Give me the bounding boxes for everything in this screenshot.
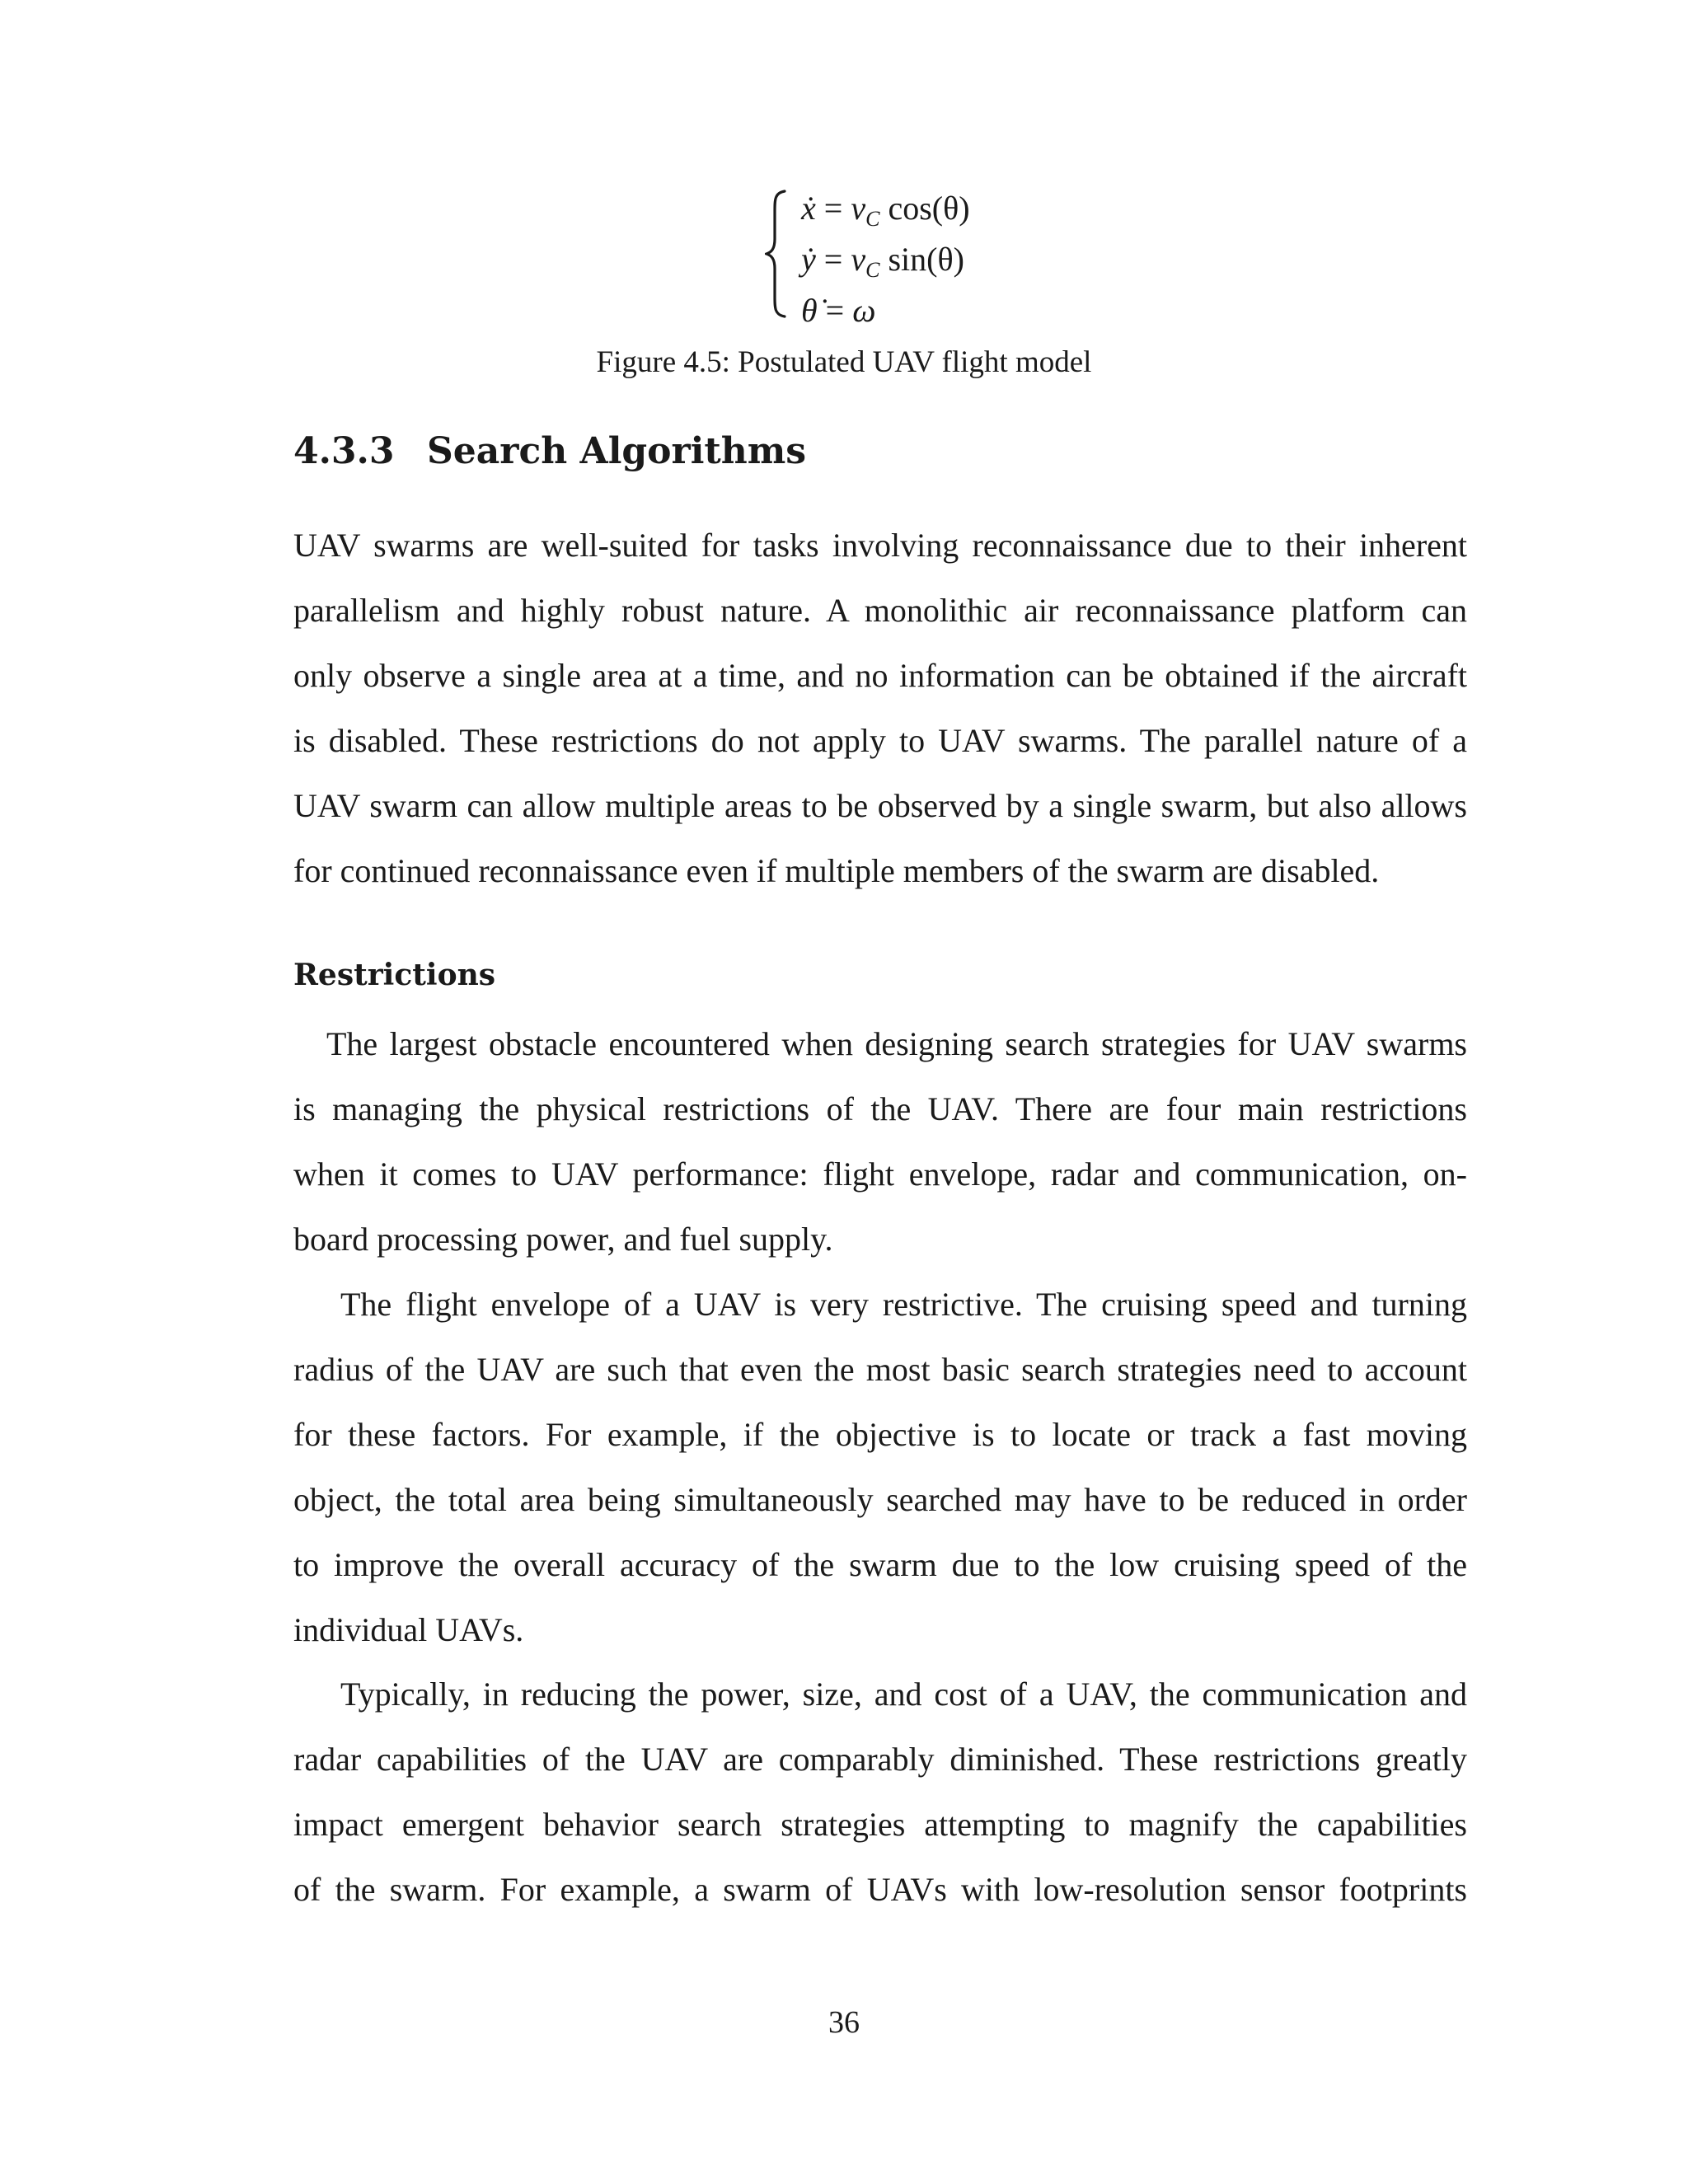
text-line: Typically, in reducing the power, size, and cost of a UAV, the communication and: [340, 1675, 1467, 1713]
text-line: impact emergent behavior search strategies attempting to magnify the capabilities: [293, 1806, 1467, 1843]
equation-rhs-sub: C: [865, 207, 880, 231]
equation-rhs-sub: C: [865, 258, 880, 282]
text-line: is managing the physical restrictions of the UAV. There are four main restrictions: [293, 1090, 1467, 1127]
equals-sign: =: [823, 241, 843, 278]
equation-lhs: θ̇: [801, 292, 818, 329]
text-line: individual UAVs.: [293, 1611, 524, 1648]
subheading-restrictions: Restrictions: [293, 958, 496, 992]
text-line: object, the total area being simultaneously searched may have to be reduced in order: [293, 1481, 1467, 1518]
equation-lhs: ẋ: [801, 190, 816, 227]
text-line: The flight envelope of a UAV is very restrictive. The cruising speed and turning: [340, 1286, 1467, 1323]
text-line: The largest obstacle encountered when designing search strategies for UAV swarms: [326, 1025, 1467, 1062]
section-heading: [293, 430, 806, 472]
text-line: to improve the overall accuracy of the swarm due to the low cruising speed of the: [293, 1546, 1467, 1583]
text-line: is disabled. These restrictions do not apply to UAV swarms. The parallel nature of a: [293, 722, 1467, 759]
text-line: of the swarm. For example, a swarm of UAVs with low-resolution sensor footprints: [293, 1871, 1467, 1908]
paragraph-restrictions: [293, 1011, 1467, 1272]
section-number: 4.3.3: [293, 430, 395, 472]
equation-rhs-var: ω: [852, 292, 876, 329]
text-line: for continued reconnaissance even if multiple members of the swarm are disabled.: [293, 852, 1380, 889]
text-line: for these factors. For example, if the objective is to locate or track a fast moving: [293, 1416, 1467, 1453]
equation-lhs: ẏ: [801, 241, 816, 278]
text-line: radius of the UAV are such that even the most basic search strategies need to account: [293, 1351, 1467, 1388]
flight-model-equation: [765, 188, 1111, 329]
equation-rhs-var: v: [851, 241, 866, 278]
paragraph-intro: [293, 513, 1467, 903]
equation-line-theta: [801, 290, 970, 330]
equals-sign: =: [825, 292, 845, 329]
figure-caption: Figure 4.5: Postulated UAV flight model: [596, 345, 1092, 379]
equals-sign: =: [823, 190, 843, 227]
equation-line-y: [801, 239, 970, 290]
page-number: 36: [828, 2005, 860, 2040]
text-line: UAV swarm can allow multiple areas to be observed by a single swarm, but also allows: [293, 787, 1467, 824]
text-line: UAV swarms are well-suited for tasks involving reconnaissance due to their inherent: [293, 527, 1467, 564]
equation-line-x: [801, 188, 970, 239]
section-title: Search Algorithms: [427, 430, 807, 472]
paragraph-flight-envelope: [293, 1272, 1467, 1662]
text-line: when it comes to UAV performance: flight envelope, radar and communication, on-: [293, 1155, 1467, 1193]
equation-rhs-func: sin(θ): [879, 241, 964, 278]
text-line: board processing power, and fuel supply.: [293, 1221, 833, 1258]
left-brace-symbol: [765, 188, 790, 320]
equation-lines: [801, 188, 970, 330]
equation-rhs-func: cos(θ): [879, 190, 970, 227]
text-line: only observe a single area at a time, and no information can be obtained if the aircraft: [293, 657, 1467, 694]
text-line: parallelism and highly robust nature. A monolithic air reconnaissance platform can: [293, 592, 1467, 629]
equation-rhs-var: v: [851, 190, 866, 227]
paragraph-communication: [293, 1661, 1467, 1922]
text-line: radar capabilities of the UAV are comparably diminished. These restrictions greatly: [293, 1741, 1467, 1778]
